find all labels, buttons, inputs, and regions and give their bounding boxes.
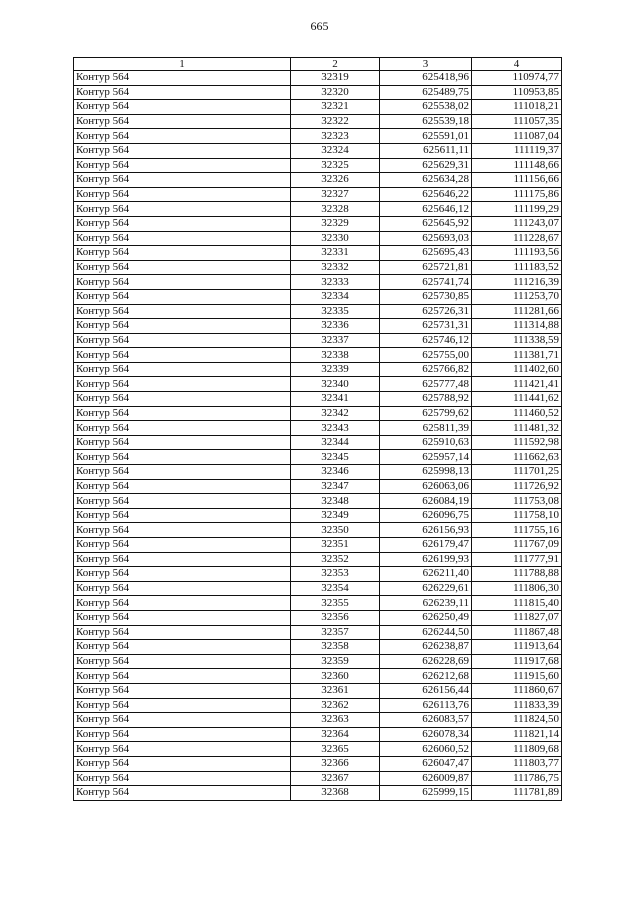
contour-name-cell: Контур 564 [74,71,291,86]
contour-name-cell: Контур 564 [74,289,291,304]
x-coordinate-cell: 625634,28 [380,173,472,188]
y-coordinate-cell: 111402,60 [472,362,562,377]
y-coordinate-cell: 111338,59 [472,333,562,348]
x-coordinate-cell: 625489,75 [380,85,472,100]
contour-name-cell: Контур 564 [74,173,291,188]
table-row [74,421,562,436]
point-number-cell: 32352 [291,552,380,567]
contour-name-cell: Контур 564 [74,625,291,640]
table-row [74,698,562,713]
table-row [74,596,562,611]
contour-name-cell: Контур 564 [74,669,291,684]
point-number-cell: 32325 [291,158,380,173]
point-number-cell: 32339 [291,362,380,377]
point-number-cell: 32328 [291,202,380,217]
x-coordinate-cell: 625629,31 [380,158,472,173]
y-coordinate-cell: 111281,66 [472,304,562,319]
table-row [74,435,562,450]
y-coordinate-cell: 111833,39 [472,698,562,713]
y-coordinate-cell: 111175,86 [472,187,562,202]
y-coordinate-cell: 111781,89 [472,786,562,801]
point-number-cell: 32354 [291,581,380,596]
table-row [74,187,562,202]
contour-name-cell: Контур 564 [74,786,291,801]
point-number-cell: 32338 [291,348,380,363]
contour-name-cell: Контур 564 [74,216,291,231]
point-number-cell: 32353 [291,567,380,582]
y-coordinate-cell: 111228,67 [472,231,562,246]
y-coordinate-cell: 111824,50 [472,713,562,728]
contour-name-cell: Контур 564 [74,756,291,771]
contour-name-cell: Контур 564 [74,304,291,319]
y-coordinate-cell: 111753,08 [472,494,562,509]
x-coordinate-cell: 625788,92 [380,392,472,407]
point-number-cell: 32340 [291,377,380,392]
point-number-cell: 32357 [291,625,380,640]
contour-name-cell: Контур 564 [74,202,291,217]
point-number-cell: 32344 [291,435,380,450]
contour-name-cell: Контур 564 [74,85,291,100]
table-row [74,683,562,698]
x-coordinate-cell: 626211,40 [380,567,472,582]
x-coordinate-cell: 625811,39 [380,421,472,436]
x-coordinate-cell: 625777,48 [380,377,472,392]
point-number-cell: 32327 [291,187,380,202]
contour-name-cell: Контур 564 [74,538,291,553]
table-row [74,71,562,86]
point-number-cell: 32363 [291,713,380,728]
y-coordinate-cell: 111815,40 [472,596,562,611]
table-row [74,786,562,801]
point-number-cell: 32321 [291,100,380,115]
table-row [74,333,562,348]
x-coordinate-cell: 625646,12 [380,202,472,217]
point-number-cell: 32366 [291,756,380,771]
column-header-2: 2 [291,58,380,71]
contour-name-cell: Контур 564 [74,742,291,757]
x-coordinate-cell: 625695,43 [380,246,472,261]
table-row [74,654,562,669]
point-number-cell: 32349 [291,508,380,523]
table-row [74,362,562,377]
y-coordinate-cell: 111381,71 [472,348,562,363]
table-row [74,319,562,334]
y-coordinate-cell: 111156,66 [472,173,562,188]
contour-name-cell: Контур 564 [74,231,291,246]
contour-name-cell: Контур 564 [74,362,291,377]
y-coordinate-cell: 111767,09 [472,538,562,553]
x-coordinate-cell: 626084,19 [380,494,472,509]
table-row [74,85,562,100]
x-coordinate-cell: 626199,93 [380,552,472,567]
point-number-cell: 32368 [291,786,380,801]
y-coordinate-cell: 111915,60 [472,669,562,684]
table-row [74,377,562,392]
point-number-cell: 32359 [291,654,380,669]
x-coordinate-cell: 626060,52 [380,742,472,757]
x-coordinate-cell: 626179,47 [380,538,472,553]
column-header-3: 3 [380,58,472,71]
y-coordinate-cell: 111755,16 [472,523,562,538]
x-coordinate-cell: 625693,03 [380,231,472,246]
y-coordinate-cell: 111314,88 [472,319,562,334]
x-coordinate-cell: 625591,01 [380,129,472,144]
point-number-cell: 32358 [291,640,380,655]
y-coordinate-cell: 111592,98 [472,435,562,450]
contour-name-cell: Контур 564 [74,187,291,202]
table-row [74,392,562,407]
point-number-cell: 32335 [291,304,380,319]
x-coordinate-cell: 625726,31 [380,304,472,319]
y-coordinate-cell: 111183,52 [472,260,562,275]
x-coordinate-cell: 625645,92 [380,216,472,231]
table-row [74,129,562,144]
y-coordinate-cell: 111821,14 [472,727,562,742]
point-number-cell: 32345 [291,450,380,465]
point-number-cell: 32341 [291,392,380,407]
point-number-cell: 32332 [291,260,380,275]
x-coordinate-cell: 625611,11 [380,143,472,158]
contour-name-cell: Контур 564 [74,421,291,436]
point-number-cell: 32320 [291,85,380,100]
column-header-4: 4 [472,58,562,71]
table-header-row [74,58,562,71]
point-number-cell: 32362 [291,698,380,713]
table-row [74,406,562,421]
contour-name-cell: Контур 564 [74,319,291,334]
contour-name-cell: Контур 564 [74,713,291,728]
x-coordinate-cell: 626156,44 [380,683,472,698]
y-coordinate-cell: 111867,48 [472,625,562,640]
contour-name-cell: Контур 564 [74,596,291,611]
x-coordinate-cell: 625741,74 [380,275,472,290]
contour-name-cell: Контур 564 [74,494,291,509]
point-number-cell: 32347 [291,479,380,494]
table-row [74,523,562,538]
x-coordinate-cell: 625957,14 [380,450,472,465]
point-number-cell: 32334 [291,289,380,304]
contour-name-cell: Контур 564 [74,771,291,786]
x-coordinate-cell: 626238,87 [380,640,472,655]
contour-name-cell: Контур 564 [74,275,291,290]
point-number-cell: 32351 [291,538,380,553]
y-coordinate-cell: 111758,10 [472,508,562,523]
table-row [74,100,562,115]
y-coordinate-cell: 111786,75 [472,771,562,786]
y-coordinate-cell: 111148,66 [472,158,562,173]
x-coordinate-cell: 625746,12 [380,333,472,348]
y-coordinate-cell: 111860,67 [472,683,562,698]
point-number-cell: 32348 [291,494,380,509]
x-coordinate-cell: 625910,63 [380,435,472,450]
point-number-cell: 32322 [291,114,380,129]
x-coordinate-cell: 626083,57 [380,713,472,728]
contour-name-cell: Контур 564 [74,567,291,582]
table-row [74,479,562,494]
contour-name-cell: Контур 564 [74,479,291,494]
point-number-cell: 32350 [291,523,380,538]
point-number-cell: 32367 [291,771,380,786]
y-coordinate-cell: 111726,92 [472,479,562,494]
contour-name-cell: Контур 564 [74,581,291,596]
point-number-cell: 32355 [291,596,380,611]
y-coordinate-cell: 111441,62 [472,392,562,407]
x-coordinate-cell: 625646,22 [380,187,472,202]
y-coordinate-cell: 110974,77 [472,71,562,86]
x-coordinate-cell: 625538,02 [380,100,472,115]
x-coordinate-cell: 625799,62 [380,406,472,421]
contour-name-cell: Контур 564 [74,508,291,523]
table-row [74,202,562,217]
x-coordinate-cell: 626063,06 [380,479,472,494]
y-coordinate-cell: 111253,70 [472,289,562,304]
table-row [74,640,562,655]
point-number-cell: 32323 [291,129,380,144]
x-coordinate-cell: 626047,47 [380,756,472,771]
x-coordinate-cell: 625539,18 [380,114,472,129]
point-number-cell: 32324 [291,143,380,158]
point-number-cell: 32326 [291,173,380,188]
y-coordinate-cell: 111481,32 [472,421,562,436]
contour-name-cell: Контур 564 [74,727,291,742]
table-row [74,567,562,582]
column-header-1: 1 [74,58,291,71]
y-coordinate-cell: 111827,07 [472,610,562,625]
x-coordinate-cell: 625755,00 [380,348,472,363]
table-row [74,275,562,290]
table-row [74,508,562,523]
contour-name-cell: Контур 564 [74,129,291,144]
y-coordinate-cell: 111803,77 [472,756,562,771]
table-row [74,742,562,757]
point-number-cell: 32364 [291,727,380,742]
contour-name-cell: Контур 564 [74,260,291,275]
x-coordinate-cell: 625766,82 [380,362,472,377]
contour-name-cell: Контур 564 [74,610,291,625]
table-row [74,246,562,261]
point-number-cell: 32336 [291,319,380,334]
contour-name-cell: Контур 564 [74,435,291,450]
point-number-cell: 32319 [291,71,380,86]
x-coordinate-cell: 625721,81 [380,260,472,275]
table-row [74,304,562,319]
x-coordinate-cell: 626156,93 [380,523,472,538]
y-coordinate-cell: 111018,21 [472,100,562,115]
y-coordinate-cell: 111199,29 [472,202,562,217]
page-number: 665 [310,19,329,33]
y-coordinate-cell: 111777,91 [472,552,562,567]
contour-name-cell: Контур 564 [74,698,291,713]
point-number-cell: 32329 [291,216,380,231]
table-row [74,610,562,625]
x-coordinate-cell: 626228,69 [380,654,472,669]
table-row [74,158,562,173]
contour-name-cell: Контур 564 [74,158,291,173]
contour-name-cell: Контур 564 [74,683,291,698]
y-coordinate-cell: 111057,35 [472,114,562,129]
contour-name-cell: Контур 564 [74,333,291,348]
table-row [74,538,562,553]
y-coordinate-cell: 111087,04 [472,129,562,144]
x-coordinate-cell: 626096,75 [380,508,472,523]
table-row [74,216,562,231]
table-row [74,756,562,771]
table-row [74,114,562,129]
contour-name-cell: Контур 564 [74,654,291,669]
contour-name-cell: Контур 564 [74,552,291,567]
y-coordinate-cell: 111701,25 [472,465,562,480]
table-row [74,771,562,786]
point-number-cell: 32360 [291,669,380,684]
x-coordinate-cell: 625998,13 [380,465,472,480]
table-row [74,465,562,480]
x-coordinate-cell: 626009,87 [380,771,472,786]
contour-name-cell: Контур 564 [74,406,291,421]
coordinates-table [73,57,562,801]
x-coordinate-cell: 625731,31 [380,319,472,334]
y-coordinate-cell: 110953,85 [472,85,562,100]
table-row [74,450,562,465]
contour-name-cell: Контур 564 [74,465,291,480]
point-number-cell: 32342 [291,406,380,421]
table-row [74,625,562,640]
y-coordinate-cell: 111460,52 [472,406,562,421]
table-row [74,260,562,275]
point-number-cell: 32331 [291,246,380,261]
point-number-cell: 32337 [291,333,380,348]
point-number-cell: 32333 [291,275,380,290]
y-coordinate-cell: 111788,88 [472,567,562,582]
table-row [74,289,562,304]
point-number-cell: 32365 [291,742,380,757]
x-coordinate-cell: 626078,34 [380,727,472,742]
contour-name-cell: Контур 564 [74,114,291,129]
x-coordinate-cell: 626239,11 [380,596,472,611]
x-coordinate-cell: 626113,76 [380,698,472,713]
point-number-cell: 32356 [291,610,380,625]
x-coordinate-cell: 625999,15 [380,786,472,801]
point-number-cell: 32330 [291,231,380,246]
table-row [74,348,562,363]
point-number-cell: 32346 [291,465,380,480]
y-coordinate-cell: 111216,39 [472,275,562,290]
y-coordinate-cell: 111913,64 [472,640,562,655]
x-coordinate-cell: 626244,50 [380,625,472,640]
contour-name-cell: Контур 564 [74,392,291,407]
x-coordinate-cell: 625730,85 [380,289,472,304]
contour-name-cell: Контур 564 [74,100,291,115]
contour-name-cell: Контур 564 [74,348,291,363]
y-coordinate-cell: 111421,41 [472,377,562,392]
y-coordinate-cell: 111193,56 [472,246,562,261]
y-coordinate-cell: 111806,30 [472,581,562,596]
table-row [74,713,562,728]
contour-name-cell: Контур 564 [74,640,291,655]
table-row [74,494,562,509]
x-coordinate-cell: 625418,96 [380,71,472,86]
y-coordinate-cell: 111917,68 [472,654,562,669]
table-row [74,143,562,158]
point-number-cell: 32361 [291,683,380,698]
contour-name-cell: Контур 564 [74,377,291,392]
table-row [74,173,562,188]
x-coordinate-cell: 626212,68 [380,669,472,684]
x-coordinate-cell: 626250,49 [380,610,472,625]
contour-name-cell: Контур 564 [74,143,291,158]
y-coordinate-cell: 111243,07 [472,216,562,231]
contour-name-cell: Контур 564 [74,246,291,261]
contour-name-cell: Контур 564 [74,450,291,465]
table-row [74,552,562,567]
table-row [74,669,562,684]
x-coordinate-cell: 626229,61 [380,581,472,596]
y-coordinate-cell: 111809,68 [472,742,562,757]
contour-name-cell: Контур 564 [74,523,291,538]
table-body [74,71,562,801]
y-coordinate-cell: 111662,63 [472,450,562,465]
table-row [74,581,562,596]
y-coordinate-cell: 111119,37 [472,143,562,158]
table-row [74,727,562,742]
point-number-cell: 32343 [291,421,380,436]
table-row [74,231,562,246]
